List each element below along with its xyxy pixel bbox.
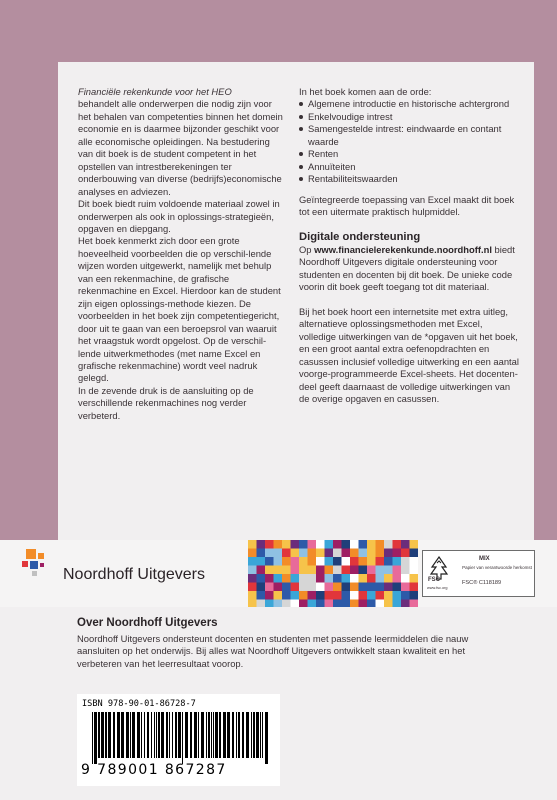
mosaic-tile bbox=[299, 566, 308, 575]
mosaic-tile bbox=[248, 540, 257, 549]
barcode-bar bbox=[105, 712, 107, 758]
barcode-bar bbox=[98, 712, 100, 758]
barcode-bar bbox=[113, 712, 115, 758]
mosaic-tile bbox=[316, 540, 325, 549]
mosaic-tile bbox=[265, 557, 274, 566]
mosaic-tile bbox=[367, 549, 376, 558]
barcode-bar bbox=[101, 712, 104, 758]
mosaic-tile bbox=[248, 583, 257, 592]
mosaic-tile bbox=[316, 591, 325, 600]
mosaic-tile bbox=[291, 600, 300, 608]
barcode-bar bbox=[190, 712, 192, 758]
barcode-bar bbox=[137, 712, 140, 758]
topic-item: Rentabiliteitswaarden bbox=[299, 173, 521, 185]
barcode-bar bbox=[194, 712, 197, 758]
mosaic-tile bbox=[401, 549, 410, 558]
digital-op: Op bbox=[299, 243, 312, 255]
mosaic-tile bbox=[359, 566, 368, 575]
mosaic-tile bbox=[291, 574, 300, 583]
mosaic-tile bbox=[282, 557, 291, 566]
barcode-bar bbox=[92, 712, 93, 764]
mosaic-tile bbox=[257, 549, 266, 558]
mosaic-tile bbox=[325, 549, 334, 558]
mosaic-tile bbox=[367, 557, 376, 566]
mosaic-tile bbox=[410, 600, 419, 608]
mosaic-tile bbox=[274, 540, 283, 549]
barcode-bar bbox=[242, 712, 244, 758]
mosaic-tile bbox=[248, 591, 257, 600]
mosaic-tile bbox=[350, 557, 359, 566]
mosaic-tile bbox=[401, 591, 410, 600]
barcode-bar bbox=[182, 712, 183, 764]
mosaic-tile bbox=[359, 600, 368, 608]
fsc-code: FSC® C118189 bbox=[462, 580, 502, 586]
mosaic-tile bbox=[376, 549, 385, 558]
mosaic-tile bbox=[350, 600, 359, 608]
mosaic-tile bbox=[274, 566, 283, 575]
mosaic-tile bbox=[308, 600, 317, 608]
mosaic-tile bbox=[350, 540, 359, 549]
mosaic-tile bbox=[384, 566, 393, 575]
barcode-bar bbox=[246, 712, 249, 758]
mosaic-tile bbox=[333, 566, 342, 575]
mosaic-tile bbox=[325, 583, 334, 592]
mosaic-tile bbox=[325, 591, 334, 600]
mosaic-tile bbox=[393, 549, 402, 558]
mosaic-tile bbox=[265, 574, 274, 583]
mosaic-tile bbox=[333, 591, 342, 600]
mosaic-tile bbox=[265, 600, 274, 608]
mosaic-tile bbox=[274, 591, 283, 600]
mosaic-tile bbox=[299, 583, 308, 592]
mosaic-tile bbox=[257, 574, 266, 583]
topic-item: Samengestelde intrest: eindwaarde en contant waarde bbox=[299, 123, 521, 148]
mosaic-tile bbox=[384, 591, 393, 600]
mosaic-tile bbox=[282, 540, 291, 549]
barcode-bar bbox=[141, 712, 142, 758]
mosaic-tile bbox=[282, 600, 291, 608]
mosaic-tile bbox=[316, 566, 325, 575]
barcode-bar bbox=[206, 712, 207, 758]
mosaic-tile bbox=[274, 600, 283, 608]
mosaic-tile bbox=[393, 591, 402, 600]
digital-support-heading: Digitale ondersteuning bbox=[299, 230, 421, 243]
mosaic-tile bbox=[359, 549, 368, 558]
fsc-logo-text: FSC bbox=[428, 577, 440, 583]
mosaic-tile bbox=[342, 583, 351, 592]
barcode-bar bbox=[144, 712, 145, 758]
mosaic-tile bbox=[265, 549, 274, 558]
mosaic-tile bbox=[384, 583, 393, 592]
barcode-bar bbox=[201, 712, 204, 758]
barcode-icon bbox=[92, 712, 274, 764]
description-column bbox=[78, 86, 283, 422]
mosaic-tile bbox=[384, 574, 393, 583]
barcode-bar bbox=[117, 712, 120, 758]
noordhoff-logo-icon bbox=[20, 547, 50, 577]
mosaic-tile bbox=[248, 600, 257, 608]
mosaic-tile bbox=[308, 566, 317, 575]
mosaic-tile bbox=[291, 540, 300, 549]
mosaic-tile bbox=[291, 557, 300, 566]
mosaic-tile bbox=[325, 574, 334, 583]
mosaic-tile bbox=[342, 566, 351, 575]
mosaic-tile bbox=[359, 583, 368, 592]
topics-list bbox=[299, 98, 521, 185]
mosaic-tile bbox=[248, 549, 257, 558]
mosaic-tile bbox=[384, 540, 393, 549]
mosaic-tile bbox=[410, 566, 419, 575]
mosaic-tile bbox=[257, 600, 266, 608]
mosaic-tile bbox=[342, 557, 351, 566]
mosaic-tile bbox=[401, 574, 410, 583]
barcode-bar bbox=[256, 712, 259, 758]
mosaic-tile bbox=[410, 583, 419, 592]
barcode-bar bbox=[151, 712, 152, 758]
mosaic-tile bbox=[410, 540, 419, 549]
about-text: Noordhoff Uitgevers ondersteunt docenten en studenten met passende leermiddelen die nauw aansluiten op het onderwijs. Bij alles wat Noordhoff Uitgevers ontwikkelt staan kwaliteit en het verbeteren van het leerresultaat voorop. bbox=[77, 633, 469, 669]
mosaic-tile bbox=[410, 557, 419, 566]
barcode-bar bbox=[169, 712, 170, 758]
mosaic-tile bbox=[359, 591, 368, 600]
mosaic-tile bbox=[291, 591, 300, 600]
mosaic-tile bbox=[376, 566, 385, 575]
mosaic-tile bbox=[333, 557, 342, 566]
mosaic-tile bbox=[367, 566, 376, 575]
mosaic-tile bbox=[316, 574, 325, 583]
barcode-bar bbox=[236, 712, 237, 758]
barcode-bar bbox=[178, 712, 181, 758]
mosaic-tile bbox=[367, 574, 376, 583]
barcode-bar bbox=[262, 712, 263, 758]
mosaic-tile bbox=[282, 591, 291, 600]
mosaic-tile bbox=[367, 583, 376, 592]
mosaic-tile bbox=[257, 540, 266, 549]
mosaic-tile bbox=[333, 600, 342, 608]
mosaic-tile bbox=[265, 583, 274, 592]
mosaic-tile bbox=[350, 549, 359, 558]
barcode-bar bbox=[211, 712, 212, 758]
mosaic-tile bbox=[308, 549, 317, 558]
mosaic-tile bbox=[393, 583, 402, 592]
mosaic-tile bbox=[248, 566, 257, 575]
mosaic-tile bbox=[367, 540, 376, 549]
mosaic-tile bbox=[308, 540, 317, 549]
mosaic-tile bbox=[401, 557, 410, 566]
mosaic-tile bbox=[342, 540, 351, 549]
barcode-bar bbox=[208, 712, 210, 758]
mosaic-tile bbox=[333, 574, 342, 583]
website-paragraph: Bij het boek hoort een internetsite met extra uitleg, alternatieve oplossingsmethoden met Excel, volledige uitwerkingen van de *opgaven uit het boek, en een groot aantal extra oefenopdrachten en casussen inclusief volledige uitwerking en een aantal voorge-programmeerde Excel-sheets. Het docenten-deel geeft daarnaast de volledige uitwerkingen van de overige opgaven en casussen. bbox=[299, 305, 519, 404]
mosaic-tile bbox=[393, 566, 402, 575]
mosaic-tile bbox=[274, 557, 283, 566]
topic-item: Renten bbox=[299, 148, 521, 160]
mosaic-tile bbox=[342, 600, 351, 608]
topic-item: Annuïteiten bbox=[299, 161, 521, 173]
mosaic-tile bbox=[299, 574, 308, 583]
mosaic-tile bbox=[401, 583, 410, 592]
mosaic-tile bbox=[333, 583, 342, 592]
mosaic-tile bbox=[333, 549, 342, 558]
mosaic-tile bbox=[316, 583, 325, 592]
mosaic-tile bbox=[291, 583, 300, 592]
mosaic-tile bbox=[299, 540, 308, 549]
mosaic-tile bbox=[393, 600, 402, 608]
mosaic-tile bbox=[282, 549, 291, 558]
mosaic-tile bbox=[257, 566, 266, 575]
mosaic-tile bbox=[299, 557, 308, 566]
mosaic-tile bbox=[350, 583, 359, 592]
fsc-website: www.fsc.org bbox=[427, 586, 448, 590]
barcode-bar bbox=[251, 712, 252, 758]
barcode-bar bbox=[121, 712, 124, 758]
material-paragraph: Dit boek biedt ruim voldoende materiaal zowel in onderwerpen als ook in oplossings-strategieën, opgaven en diepgang. bbox=[78, 198, 280, 234]
mosaic-tile bbox=[410, 591, 419, 600]
mosaic-tile bbox=[308, 591, 317, 600]
fsc-mix-label: MIX bbox=[479, 556, 490, 562]
mosaic-tile bbox=[393, 540, 402, 549]
mosaic-tile bbox=[350, 591, 359, 600]
mosaic-tile bbox=[299, 549, 308, 558]
ean-digits: 9 789001 867287 bbox=[81, 762, 227, 778]
mosaic-tile bbox=[308, 583, 317, 592]
mosaic-tile bbox=[376, 600, 385, 608]
barcode-bar bbox=[265, 712, 268, 764]
mosaic-tile bbox=[325, 600, 334, 608]
mosaic-tile bbox=[393, 574, 402, 583]
mosaic-tile bbox=[384, 557, 393, 566]
mosaic-tile bbox=[274, 549, 283, 558]
isbn-label: ISBN 978-90-01-86728-7 bbox=[82, 699, 196, 709]
barcode-bar bbox=[132, 712, 135, 758]
topic-item: Algemene introductie en historische achtergrond bbox=[299, 98, 521, 110]
mosaic-tile bbox=[274, 583, 283, 592]
mosaic-tile bbox=[257, 591, 266, 600]
mosaic-tile bbox=[359, 557, 368, 566]
barcode-bar bbox=[260, 712, 261, 758]
barcode-bar bbox=[227, 712, 230, 758]
mosaic-tile bbox=[350, 566, 359, 575]
mosaic-tile bbox=[282, 583, 291, 592]
fsc-paper-text: Papier van verantwoorde herkomst bbox=[462, 565, 532, 570]
digital-support-text: biedt Noordhoff Uitgevers digitale ondersteuning voor studenten en docenten bij dit boek. De unieke code voorin dit boek geeft toegang tot dit materiaal. bbox=[299, 243, 515, 293]
mosaic-tile bbox=[342, 591, 351, 600]
mosaic-tile bbox=[299, 591, 308, 600]
mosaic-tile bbox=[325, 557, 334, 566]
mosaic-tile bbox=[359, 574, 368, 583]
mosaic-tile bbox=[257, 557, 266, 566]
mosaic-tile bbox=[350, 574, 359, 583]
mosaic-tile bbox=[316, 600, 325, 608]
digital-support-paragraph bbox=[299, 244, 521, 294]
mosaic-tile bbox=[325, 566, 334, 575]
mosaic-tile bbox=[401, 600, 410, 608]
mosaic-tile bbox=[410, 549, 419, 558]
barcode-bar bbox=[213, 712, 214, 758]
publisher-name: Noordhoff Uitgevers bbox=[63, 566, 205, 583]
contents-column bbox=[299, 86, 521, 405]
topics-intro: In het boek komen aan de orde: bbox=[299, 86, 432, 97]
barcode-bar bbox=[130, 712, 131, 758]
mosaic-tile bbox=[367, 591, 376, 600]
mosaic-tile bbox=[248, 574, 257, 583]
barcode-bar bbox=[166, 712, 168, 758]
barcode-bar bbox=[147, 712, 149, 758]
mosaic-tile bbox=[342, 549, 351, 558]
mosaic-tile bbox=[376, 591, 385, 600]
barcode-bar bbox=[126, 712, 129, 758]
mosaic-tile bbox=[376, 583, 385, 592]
website-url: www.financielerekenkunde.noordhoff.nl bbox=[314, 243, 492, 255]
mosaic-tile bbox=[282, 566, 291, 575]
excel-note: Geïntegreerde toepassing van Excel maakt dit boek tot een uitermate praktisch hulpmiddel. bbox=[299, 193, 515, 218]
mosaic-tile bbox=[299, 600, 308, 608]
mosaic-tile bbox=[308, 557, 317, 566]
barcode-bar bbox=[158, 712, 160, 758]
mosaic-tile bbox=[257, 583, 266, 592]
barcode-bar bbox=[154, 712, 155, 758]
mosaic-tile bbox=[410, 574, 419, 583]
mosaic-tile bbox=[359, 540, 368, 549]
mosaic-tile bbox=[282, 574, 291, 583]
mosaic-tile bbox=[393, 557, 402, 566]
book-title-italic: Financiële rekenkunde voor het HEO bbox=[78, 86, 232, 97]
barcode-bar bbox=[215, 712, 218, 758]
barcode-bar bbox=[172, 712, 173, 758]
mosaic-tile bbox=[265, 566, 274, 575]
mosaic-tile bbox=[333, 540, 342, 549]
fsc-certification-label bbox=[422, 550, 535, 597]
mosaic-tile bbox=[291, 566, 300, 575]
topic-item: Enkelvoudige intrest bbox=[299, 111, 521, 123]
mosaic-tile bbox=[384, 600, 393, 608]
barcode-bar bbox=[198, 712, 199, 758]
mosaic-tile bbox=[376, 540, 385, 549]
barcode-bar bbox=[94, 712, 97, 764]
description-text: behandelt alle onderwerpen die nodig zijn voor het behalen van competenties binnen het domein economie en is daarmee bijzonder geschikt voor alle economische opleidingen. Na bestudering van dit boek is de student competent in het opstellen van intrestberekeningen ter onderbouwing van diverse (bedrijfs)economische analyses en adviezen. bbox=[78, 98, 283, 197]
mosaic-tile bbox=[308, 574, 317, 583]
barcode-bar bbox=[253, 712, 255, 758]
mosaic-tile bbox=[274, 574, 283, 583]
examples-paragraph: Het boek kenmerkt zich door een grote hoeveelheid voorbeelden die op verschil-lende wijzen worden uitgewerkt, namelijk met behulp van een rekenmachine, de grafische rekenmachine en Excel. Hierdoor kan de student zijn eigen oplossings-methode kiezen. De voorbeelden in het boek zijn competentiegericht, door uit te gaan van een beroepsrol van waaruit het vraagstuk wordt opgelost. Op de verschil-lende uitwerkmethodes (met name Excel en grafische rekenmachine) wordt veel nadruk gelegd. bbox=[78, 235, 281, 384]
about-title: Over Noordhoff Uitgevers bbox=[77, 617, 218, 629]
mosaic-tile bbox=[265, 540, 274, 549]
barcode-bar bbox=[161, 712, 164, 758]
mosaic-tile bbox=[265, 591, 274, 600]
mosaic-tile bbox=[401, 540, 410, 549]
mosaic-tile bbox=[325, 540, 334, 549]
mosaic-tile bbox=[248, 557, 257, 566]
mosaic-tile bbox=[342, 574, 351, 583]
mosaic-tile bbox=[384, 549, 393, 558]
mosaic-tile bbox=[316, 549, 325, 558]
barcode-bar bbox=[238, 712, 240, 758]
mosaic-tile bbox=[376, 574, 385, 583]
barcode-bar bbox=[232, 712, 234, 758]
barcode-bar bbox=[108, 712, 111, 758]
mosaic-tile bbox=[316, 557, 325, 566]
mosaic-tile bbox=[376, 557, 385, 566]
color-mosaic-pattern bbox=[248, 540, 418, 607]
description-paragraph bbox=[78, 86, 283, 198]
seventh-edition-paragraph: In de zevende druk is de aansluiting op de verschillende rekenmachines nog verder verbeterd. bbox=[78, 384, 254, 421]
mosaic-tile bbox=[401, 566, 410, 575]
barcode-bar bbox=[175, 712, 177, 758]
mosaic-tile bbox=[291, 549, 300, 558]
barcode-bar bbox=[219, 712, 221, 758]
barcode-bar bbox=[223, 712, 226, 758]
mosaic-tile bbox=[367, 600, 376, 608]
barcode-bar bbox=[185, 712, 188, 758]
barcode-bar bbox=[156, 712, 157, 758]
